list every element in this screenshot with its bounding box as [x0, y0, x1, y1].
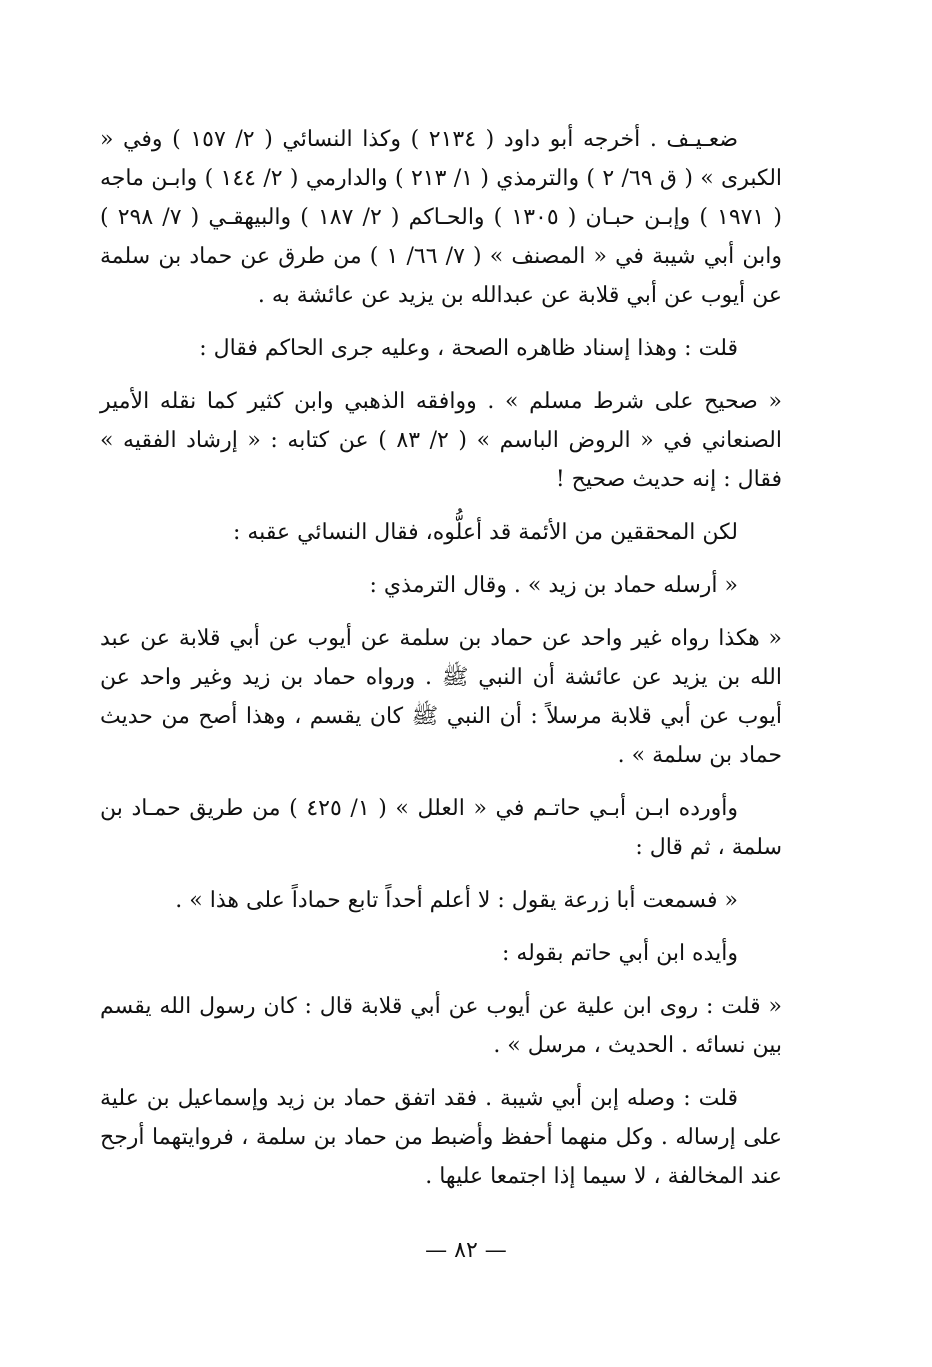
paragraph-quote-tirmidhi: « هكذا رواه غير واحد عن حماد بن سلمة عن أيوب عن أبي قلابة عن عبد الله بن يزيد عن عائشة أن النبي ﷺ . ورواه حماد بن زيد وغير واحد عن أيوب عن أبي قلابة مرسلاً : أن النبي ﷺ كان يقسم ، وهذا أصح من حديث حماد بن سلمة » .: [100, 626, 782, 768]
paragraph-quote-nasai: « أرسله حماد بن زيد » . وقال الترمذي :: [369, 573, 738, 598]
paragraph-comment-sahih: قلت : وهذا إسناد ظاهره الصحة ، وعليه جرى الحاكم فقال :: [199, 336, 738, 361]
paragraph-ibn-abi-hatim: وأيده ابن أبي حاتم بقوله :: [501, 941, 738, 966]
paragraph-ilal: وأورده ابـن أبـي حاتـم في « العلل » ( ١/ ٤٢٥ ) من طريق حمـاد بن سلمة ، ثم قال :: [100, 796, 782, 860]
paragraph-quote-hakim: « صحيح على شرط مسلم » . ووافقه الذهبي وابن كثير كما نقله الأمير الصنعاني في « الروض الباسم » ( ٢/ ٨٣ ) عن كتابه : « إرشاد الفقيه » فقال : إنه حديث صحيح !: [100, 389, 782, 492]
page-number: — ٨٢ —: [425, 1238, 507, 1263]
page-body: [100, 120, 782, 1210]
paragraph-quote-abu-zura: « فسمعت أبا زرعة يقول : لا أعلم أحداً تابع حماداً على هذا » .: [175, 888, 738, 913]
paragraph-quote-ibn-ulayya: « قلت : روى ابن علية عن أيوب عن أبي قلابة قال : كان رسول الله يقسم بين نسائه . الحديث ، مرسل » .: [100, 994, 782, 1058]
paragraph-takhrij: ضعـيـف . أخرجه أبو داود ( ٢١٣٤ ) وكذا النسائي ( ٢/ ١٥٧ ) وفي « الكبرى » ( ق ٦٩/ ٢ ) والترمذي ( ١/ ٢١٣ ) والدارمي ( ٢/ ١٤٤ ) وابـن ماجه ( ١٩٧١ ) وإبـن حبـان ( ١٣٠٥ ) والحـاكم ( ٢/ ١٨٧ ) والبيهقـي ( ٧/ ٢٩٨ ) وابن أبي شيبة في « المصنف » ( ٧/ ٦٦/ ١ ) من طرق عن حماد بن سلمة عن أيوب عن أبي قلابة عن عبدالله بن يزيد عن عائشة به .: [100, 127, 783, 308]
paragraph-conclusion: قلت : وصله إبن أبي شيبة . فقد اتفق حماد بن زيد وإسماعيل بن علية على إرساله . وكل منهما أحفظ وأضبط من حماد بن سلمة ، فروايتهما أرجح عند المخالفة ، لا سيما إذا اجتمعا عليها .: [100, 1086, 782, 1189]
paragraph-muhaqqiqin: لكن المحققين من الأئمة قد أعلُّوه، فقال النسائي عقبه :: [232, 520, 738, 545]
